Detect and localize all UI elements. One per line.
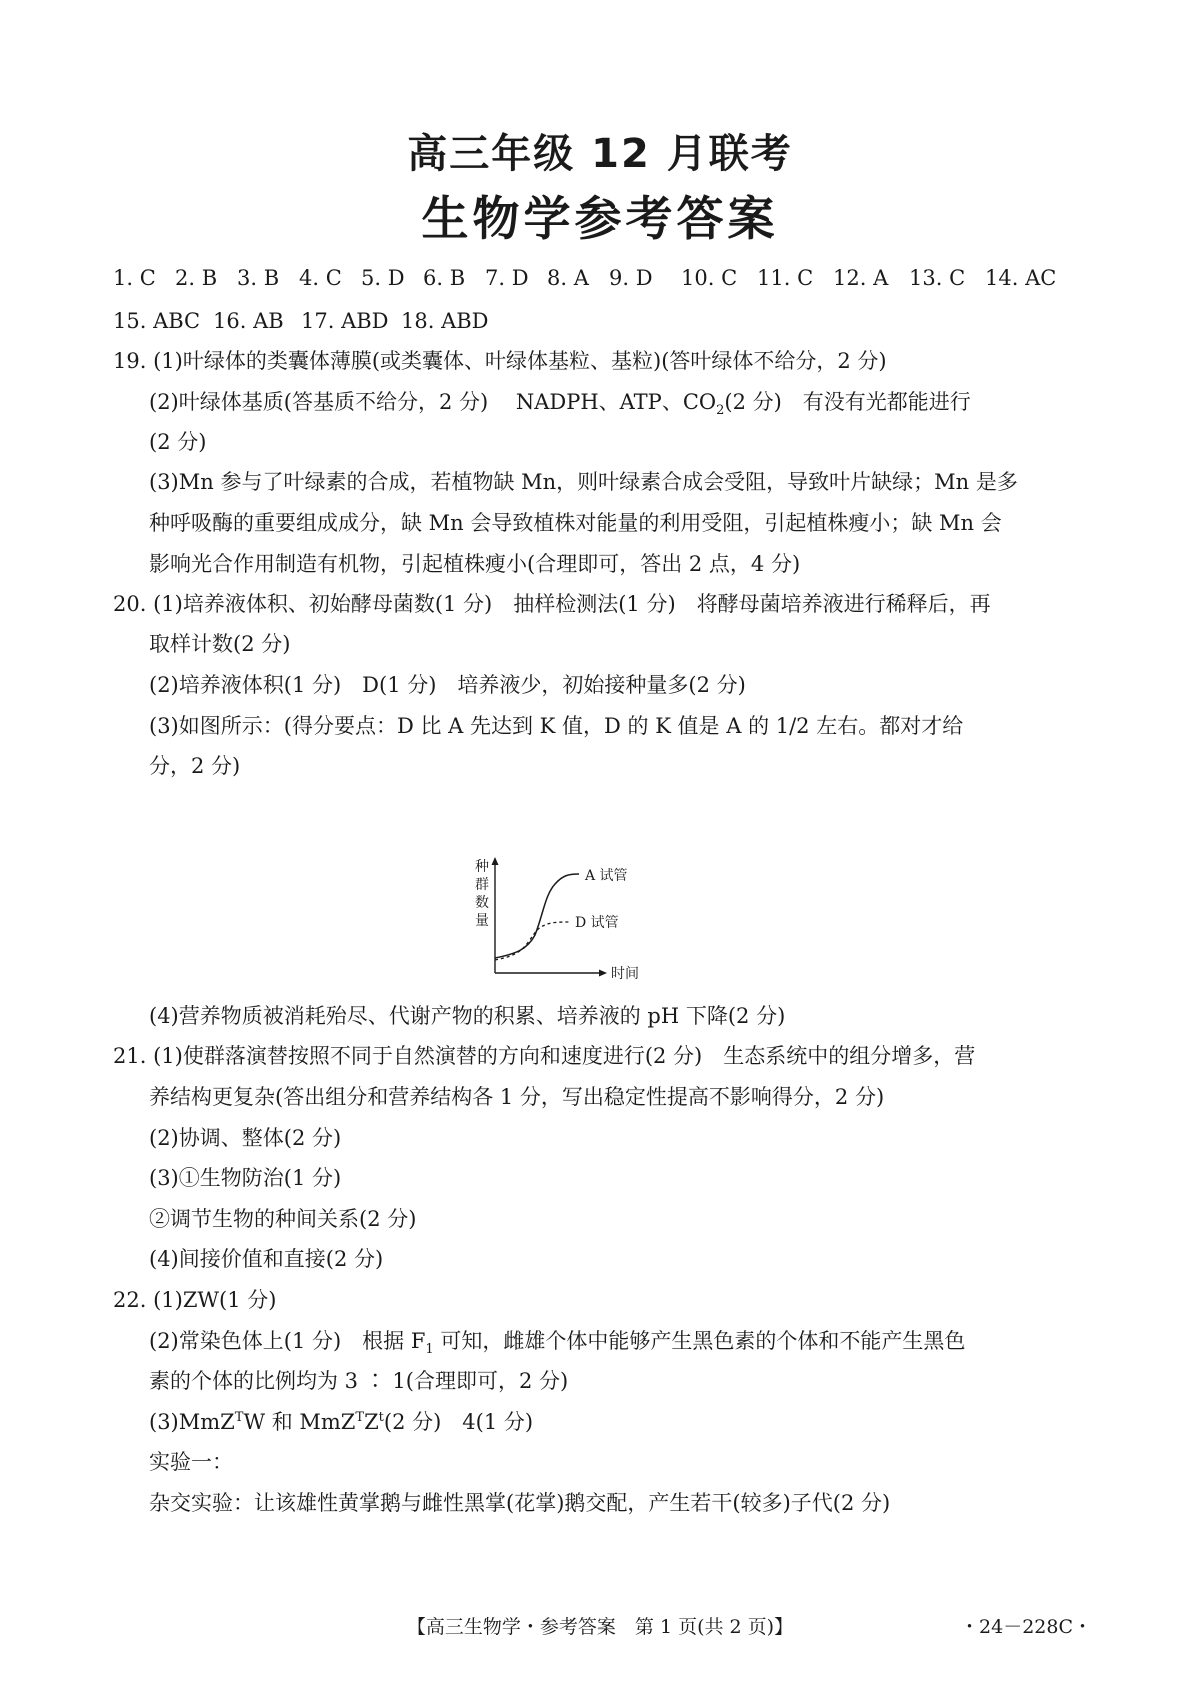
choice-answer: 3. B: [237, 266, 280, 290]
choice-answer: 17. ABD: [301, 309, 389, 333]
y-axis-label-char: 种: [475, 859, 489, 875]
q19-line: [149, 388, 971, 419]
q22-line: [149, 1327, 966, 1358]
q22-text: 可知，雌雄个体中能够产生黑色素的个体和不能产生黑色: [433, 1329, 966, 1353]
footer-doc-code: ・24－228C・: [960, 1616, 1092, 1638]
exam-subtitle: 生物学参考答案: [421, 192, 779, 247]
q22-text: W 和 MmZ: [243, 1410, 356, 1434]
q21-line: 养结构更复杂(答出组分和营养结构各 1 分，写出稳定性提高不影响得分，2 分): [149, 1085, 885, 1109]
choice-answer: 18. ABD: [401, 309, 489, 333]
population-growth-chart: [475, 855, 715, 989]
series-a-label: A 试管: [585, 868, 628, 884]
q22-text: (2 分) 4(1 分): [383, 1410, 534, 1434]
q20-line: (2)培养液体积(1 分) D(1 分) 培养液少，初始接种量多(2 分): [149, 673, 746, 697]
q22-line: 22. (1)ZW(1 分): [113, 1288, 277, 1312]
q19-line: 种呼吸酶的重要组成成分，缺 Mn 会导致植株对能量的利用受阻，引起植株瘦小；缺 Mn 会: [149, 511, 1002, 535]
choice-answer: 7. D: [485, 266, 529, 290]
population-growth-svg: [475, 855, 715, 985]
q22-line: 实验一：: [149, 1450, 233, 1474]
q19-text: (2)叶绿体基质(答基质不给分，2 分) NADPH、ATP、CO: [149, 390, 717, 414]
choice-answer: 9. D: [609, 266, 653, 290]
choice-answer: 1. C: [113, 266, 156, 290]
choice-answers-row-1: [113, 264, 1056, 292]
q21-line: (4)间接价值和直接(2 分): [149, 1247, 384, 1271]
q22-line: [149, 1408, 533, 1436]
series-d-line: [495, 922, 571, 960]
exam-title: 高三年级 12 月联考: [407, 131, 793, 177]
y-axis-label-char: 数: [475, 895, 489, 911]
q20-line: 20. (1)培养液体积、初始酵母菌数(1 分) 抽样检测法(1 分) 将酵母菌培养液进行稀释后，再: [113, 592, 991, 616]
choice-answer: 5. D: [361, 266, 405, 290]
q22-text: (3)MmZ: [149, 1410, 235, 1434]
q19-line: 19. (1)叶绿体的类囊体薄膜(或类囊体、叶绿体基粒、基粒)(答叶绿体不给分，2 分): [113, 349, 887, 373]
series-d-label: D 试管: [575, 915, 619, 931]
q22-superscript: T: [234, 1410, 244, 1425]
q22-subscript: 1: [425, 1342, 434, 1358]
q22-line: 素的个体的比例均为 3 ∶ 1(合理即可，2 分): [149, 1369, 569, 1393]
q19-subscript: 2: [716, 403, 725, 419]
choice-answer: 8. A: [547, 266, 589, 290]
q20-line: (4)营养物质被消耗殆尽、代谢产物的积累、培养液的 pH 下降(2 分): [149, 1004, 786, 1028]
choice-answer: 14. AC: [985, 266, 1057, 290]
q22-text: Z: [364, 1410, 379, 1434]
q21-line: 21. (1)使群落演替按照不同于自然演替的方向和速度进行(2 分) 生态系统中的组分增多，营: [113, 1044, 976, 1068]
choice-answers-row-2: [113, 307, 489, 335]
q22-text: (2)常染色体上(1 分) 根据 F: [149, 1329, 426, 1353]
q19-line: 影响光合作用制造有机物，引起植株瘦小(合理即可，答出 2 点，4 分): [149, 552, 801, 576]
choice-answer: 15. ABC: [113, 309, 201, 333]
q20-line: 取样计数(2 分): [149, 632, 291, 656]
q20-line: (3)如图所示：(得分要点：D 比 A 先达到 K 值，D 的 K 值是 A 的 1/2 左右。都对才给: [149, 714, 964, 738]
q21-line: (2)协调、整体(2 分): [149, 1126, 342, 1150]
q21-line: ②调节生物的种间关系(2 分): [149, 1207, 417, 1231]
y-axis-label: [475, 859, 489, 929]
q21-line: (3)①生物防治(1 分): [149, 1166, 342, 1190]
choice-answer: 4. C: [299, 266, 342, 290]
y-axis-label-char: 群: [475, 877, 489, 893]
q19-text: (2 分) 有没有光都能进行: [724, 390, 971, 414]
choice-answer: 6. B: [423, 266, 466, 290]
q22-superscript: t: [378, 1410, 384, 1425]
y-axis-arrow-icon: [492, 857, 499, 865]
choice-answer: 12. A: [833, 266, 889, 290]
choice-answer: 13. C: [909, 266, 966, 290]
choice-answer: 10. C: [681, 266, 738, 290]
choice-answer: 2. B: [175, 266, 218, 290]
q22-line: 杂交实验：让该雄性黄掌鹅与雌性黑掌(花掌)鹅交配，产生若干(较多)子代(2 分): [149, 1491, 891, 1515]
choice-answer: 16. AB: [213, 309, 284, 333]
q19-line: (3)Mn 参与了叶绿素的合成，若植物缺 Mn，则叶绿素合成会受阻，导致叶片缺绿；Mn 是多: [149, 470, 1018, 494]
q20-line: 分，2 分): [149, 754, 241, 778]
q22-superscript: T: [355, 1410, 365, 1425]
footer-page-info: 【高三生物学・参考答案 第 1 页(共 2 页)】: [406, 1616, 794, 1638]
q19-line: (2 分): [149, 430, 207, 454]
x-axis-label: 时间: [611, 966, 639, 982]
y-axis-label-char: 量: [475, 913, 489, 929]
x-axis-arrow-icon: [599, 970, 607, 977]
series-a-line: [495, 874, 579, 958]
choice-answer: 11. C: [757, 266, 814, 290]
